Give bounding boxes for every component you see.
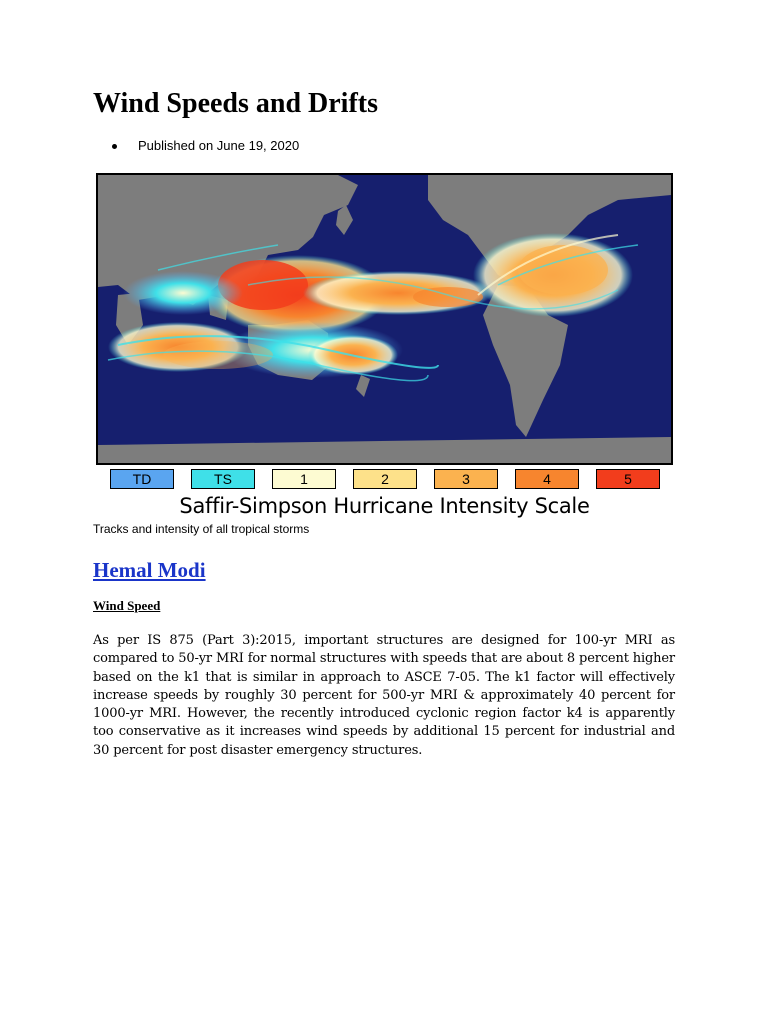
world-map-graphic [98,175,671,463]
legend-cat2: 2 [353,469,417,489]
hurricane-tracks-figure [96,173,673,519]
legend-ts: TS [191,469,255,489]
author-link[interactable]: Hemal Modi [93,558,206,582]
legend-td: TD [110,469,174,489]
figure-caption: Tracks and intensity of all tropical storms [93,522,310,536]
legend-cat3: 3 [434,469,498,489]
intensity-legend [110,469,662,491]
published-date: Published on June 19, 2020 [138,138,300,153]
legend-cat5: 5 [596,469,660,489]
page-title: Wind Speeds and Drifts [93,88,379,119]
published-line [112,137,299,155]
legend-cat4: 4 [515,469,579,489]
section-heading: Wind Speed [93,598,161,613]
body-paragraph: As per IS 875 (Part 3):2015, important structures are designed for 100-yr MRI as compared to 50-yr MRI for normal structures with speeds that are about 8 percent higher based on the k1 that is similar in approach to ASCE 7-05. The k1 factor will effectively increase speeds by roughly 30 percent for 500-yr MRI & approximately 40 percent for 1000-yr MRI. However, the recently introduced cyclonic region factor k4 is apparently too conservative as it increases wind speeds by additional 15 percent for industrial and 30 percent for post disaster emergency structures. [93,633,675,758]
legend-cat1: 1 [272,469,336,489]
scale-title: Saffir-Simpson Hurricane Intensity Scale [179,494,590,518]
world-map [96,173,673,465]
bullet-icon [112,144,117,149]
